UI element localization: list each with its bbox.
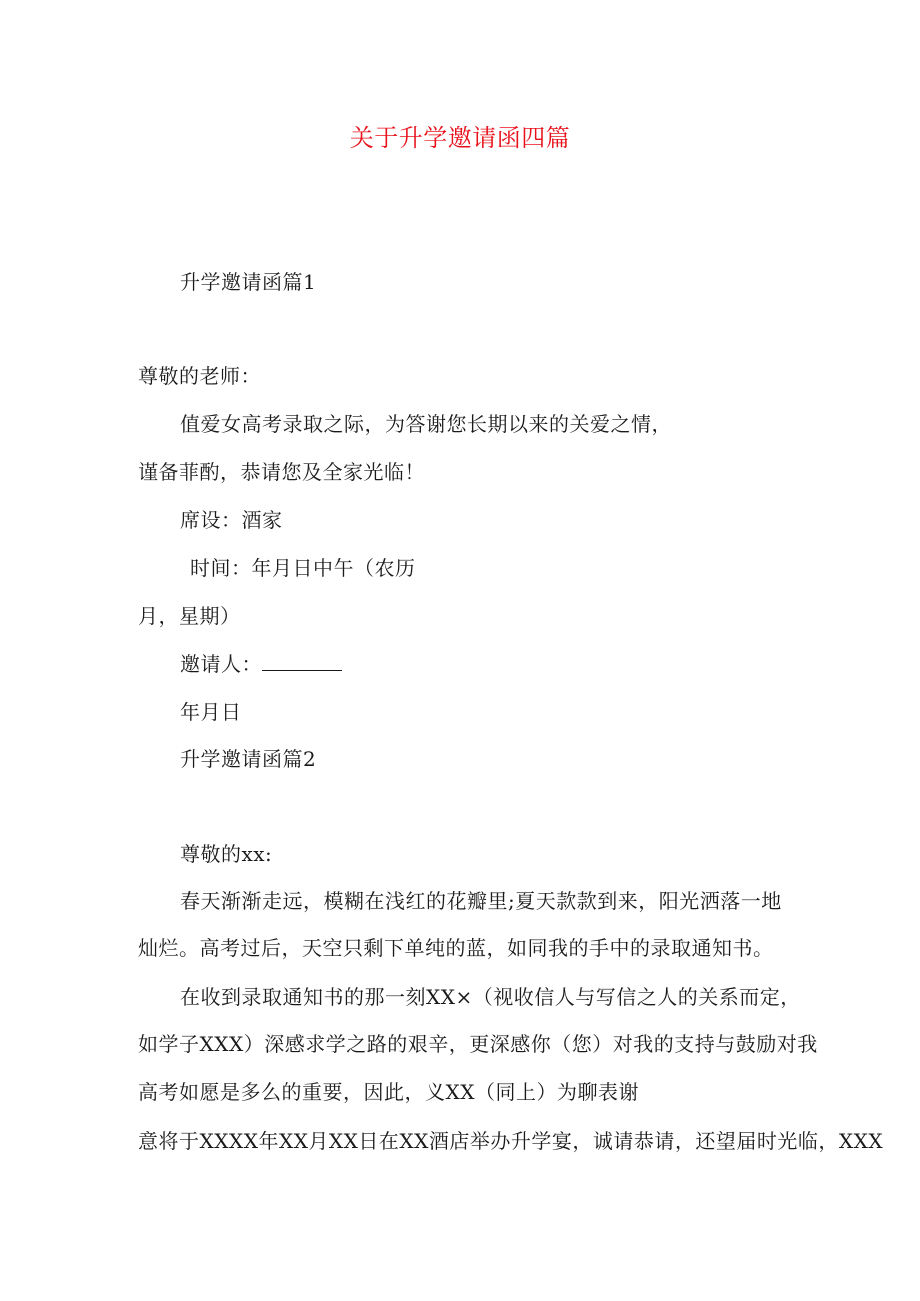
section2-paragraph-line: 高考如愿是多么的重要，因此，义XX（同上）为聊表谢 [138, 1080, 639, 1104]
section2-paragraph-line: 灿烂。高考过后，天空只剩下单纯的蓝，如同我的手中的录取通知书。 [138, 936, 774, 960]
section2-paragraph-line: 如学子XXX）深感求学之路的艰辛，更深感你（您）对我的支持与鼓励对我 [138, 1032, 818, 1056]
inviter-line [180, 650, 342, 678]
section1-paragraph-line: 谨备菲酌，恭请您及全家光临！ [138, 460, 425, 484]
section2-paragraph-line: 春天渐渐走远，模糊在浅红的花瓣里;夏天款款到来，阳光洒落一地 [180, 889, 782, 913]
time-line-continued: 月，星期） [138, 604, 241, 628]
inviter-label: 邀请人： [180, 652, 262, 676]
section1-heading: 升学邀请函篇1 [180, 270, 317, 294]
section1-salutation: 尊敬的老师： [138, 364, 261, 388]
section2-paragraph-line: 意将于XXXX年XX月XX日在XX酒店举办升学宴，诚请恭请，还望届时光临，XXX [138, 1129, 884, 1153]
section2-heading: 升学邀请函篇2 [180, 747, 317, 771]
section1-paragraph-line: 值爱女高考录取之际，为答谢您长期以来的关爱之情， [180, 412, 672, 436]
venue-line: 席设：酒家 [180, 508, 283, 532]
section2-salutation: 尊敬的xx: [180, 842, 273, 866]
time-line: 时间：年月日中午（农历 [190, 556, 416, 580]
date-line: 年月日 [180, 700, 242, 724]
inviter-blank [262, 652, 342, 671]
document-title: 关于升学邀请函四篇 [349, 124, 571, 152]
section2-paragraph-line: 在收到录取通知书的那一刻XX×（视收信人与写信之人的关系而定， [180, 985, 801, 1009]
